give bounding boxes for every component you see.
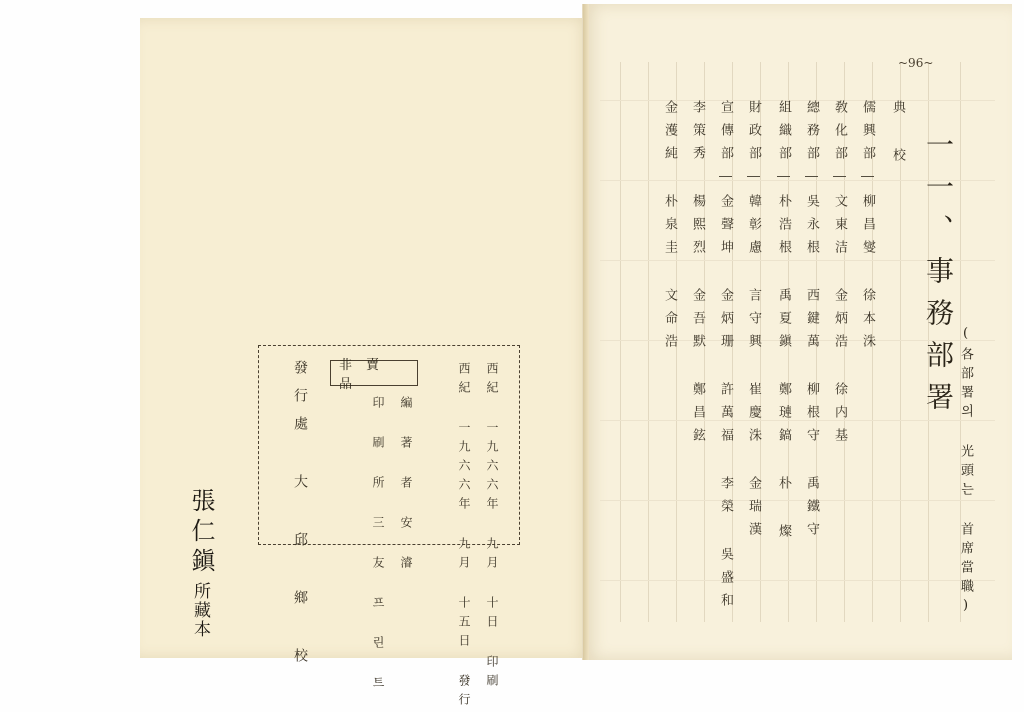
colophon-printer: 印 刷 所 三 友 프 린 트: [371, 396, 385, 695]
section-title: 一一、事務部署: [922, 130, 955, 424]
colophon-editor: 編 著 者 安 濬: [399, 396, 413, 575]
column-text: 典 校: [890, 100, 905, 171]
column-text: 儒興部―柳昌燮 徐本洙: [860, 100, 875, 357]
column-text: 宣傳部―金聲坤 金炳珊 許萬福 李榮 吳盛和: [718, 100, 733, 616]
colophon-publisher: 發行處 大 邱 鄉 校: [292, 360, 308, 676]
book-spine: [583, 4, 589, 660]
column-text: 財政部―韓彰慮 言守興 崔慶洙 金瑞漢: [746, 100, 761, 545]
colophon-issued-date: 西紀 一九六六年 九月 十五日 發行: [457, 362, 471, 712]
page-number: ~96~: [898, 56, 934, 70]
column-text: 金濩純 朴泉圭 文命浩: [662, 100, 677, 357]
colophon-printed-date: 西紀 一九六六年 九月 十日 印刷: [485, 362, 499, 693]
not-for-sale-stamp: 非賣品: [330, 360, 418, 386]
column-text: 敎化部―文東洁 金炳浩 徐内基: [832, 100, 847, 451]
column-text: 李策秀 楊熙烈 金吾默 鄭昌鉉: [690, 100, 705, 451]
column-text: 總務部―吳永根 西鍵萬 柳根守 禹鐵守: [804, 100, 819, 545]
section-subtitle: (各部署의 光頭는 首席當職): [958, 326, 973, 619]
handwritten-collection-note: 所藏本: [190, 582, 210, 639]
column-text: 組織部―朴浩根 禹夏鎭 鄭璉鎬 朴 燦: [776, 100, 791, 547]
handwritten-owner-name: 張仁鎭: [187, 488, 215, 578]
